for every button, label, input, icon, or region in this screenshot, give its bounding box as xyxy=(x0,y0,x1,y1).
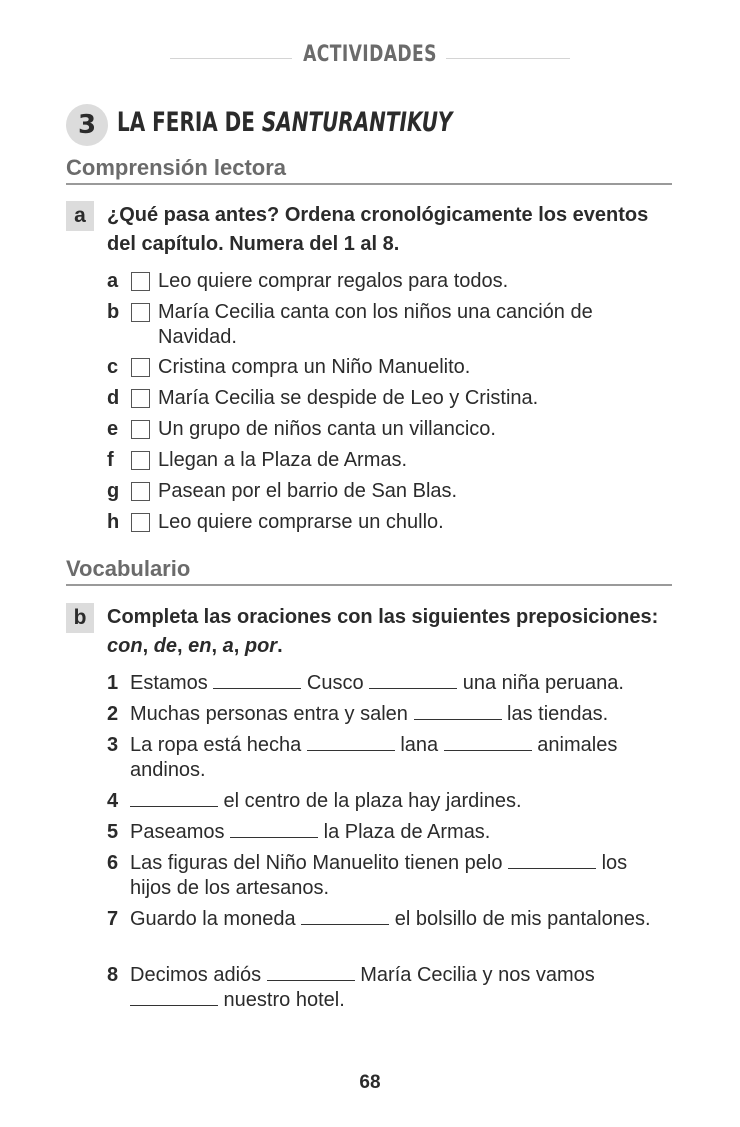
item-text-f: Llegan a la Plaza de Armas. xyxy=(158,449,408,471)
answer-blank[interactable] xyxy=(213,671,301,689)
sentence-fragment: los hijos de los artesanos. xyxy=(130,852,628,899)
sentence-number: 3 xyxy=(107,734,119,756)
preposition-word: a xyxy=(222,635,234,657)
sentence-number: 1 xyxy=(107,672,119,694)
sentence-number: 8 xyxy=(107,964,119,986)
sentence-fragment: el centro de la plaza hay jardines. xyxy=(218,790,522,812)
sentence-number: 2 xyxy=(107,703,119,725)
preposition-word: de xyxy=(153,635,178,657)
answer-blank[interactable] xyxy=(301,907,389,925)
answer-blank[interactable] xyxy=(508,851,596,869)
sentence-fragment: Paseamos xyxy=(130,821,231,843)
item-letter-a: a xyxy=(107,270,119,292)
sentence-number: 4 xyxy=(107,790,119,812)
exercise-b-instruction-text: Completa las oraciones con las siguientes preposiciones: xyxy=(107,606,659,628)
sentence-8 xyxy=(130,963,670,1013)
sentence-fragment: lana xyxy=(394,734,444,756)
item-text-c: Cristina compra un Niño Manuelito. xyxy=(158,356,471,378)
exercise-a-instruction: ¿Qué pasa antes? Ordena cronológicamente los eventos del capítulo. Numera del 1 al 8. xyxy=(107,204,649,255)
item-letter-e: e xyxy=(107,418,119,440)
sentence-fragment: Guardo la moneda xyxy=(130,908,302,930)
order-checkbox-c[interactable] xyxy=(131,358,150,377)
exercise-badge-b: b xyxy=(66,603,94,633)
section-heading-comprension: Comprensión lectora xyxy=(66,155,672,185)
sentence-2 xyxy=(130,702,670,727)
sentence-3 xyxy=(130,733,670,783)
sentence-fragment: nuestro hotel. xyxy=(218,989,345,1011)
sentence-fragment: la Plaza de Armas. xyxy=(318,821,491,843)
item-letter-g: g xyxy=(107,480,120,502)
item-text-e: Un grupo de niños canta un villancico. xyxy=(158,418,496,440)
punctuation: , xyxy=(177,635,189,657)
item-text-d: María Cecilia se despide de Leo y Cristina. xyxy=(158,387,539,409)
sentence-1 xyxy=(130,671,670,696)
exercise-b-instruction xyxy=(107,603,667,661)
sentence-fragment: Cusco xyxy=(301,672,370,694)
sentence-6 xyxy=(130,851,670,901)
sentence-fragment: animales andinos. xyxy=(130,734,618,781)
order-checkbox-d[interactable] xyxy=(131,389,150,408)
chapter-number: 3 xyxy=(66,104,108,146)
preposition-list xyxy=(107,635,283,657)
punctuation: . xyxy=(277,635,283,657)
sentence-fragment: La ropa está hecha xyxy=(130,734,307,756)
answer-blank[interactable] xyxy=(369,671,457,689)
answer-blank[interactable] xyxy=(130,988,218,1006)
item-letter-c: c xyxy=(107,356,119,378)
sentence-4 xyxy=(130,789,670,814)
punctuation: , xyxy=(211,635,223,657)
sentence-5 xyxy=(130,820,670,845)
answer-blank[interactable] xyxy=(307,733,395,751)
sentence-fragment: una niña peruana. xyxy=(457,672,624,694)
exercise-badge-a: a xyxy=(66,201,94,231)
sentence-fragment: el bolsillo de mis pantalones. xyxy=(389,908,651,930)
chapter-title-plain: LA FERIA DE xyxy=(117,107,262,138)
section-heading-vocabulario: Vocabulario xyxy=(66,556,672,586)
sentence-number: 7 xyxy=(107,908,119,930)
sentence-number: 5 xyxy=(107,821,119,843)
sentence-fragment: Estamos xyxy=(130,672,214,694)
preposition-word: con xyxy=(107,635,143,657)
sentence-fragment: María Cecilia y nos vamos xyxy=(354,964,595,986)
page-header xyxy=(0,40,740,70)
item-letter-b: b xyxy=(107,301,120,323)
answer-blank[interactable] xyxy=(230,820,318,838)
order-checkbox-g[interactable] xyxy=(131,482,150,501)
order-checkbox-b[interactable] xyxy=(131,303,150,322)
item-letter-d: d xyxy=(107,387,120,409)
answer-blank[interactable] xyxy=(414,702,502,720)
punctuation: , xyxy=(233,635,245,657)
sentence-fragment: Muchas personas entra y salen xyxy=(130,703,414,725)
order-checkbox-e[interactable] xyxy=(131,420,150,439)
order-checkbox-f[interactable] xyxy=(131,451,150,470)
answer-blank[interactable] xyxy=(130,789,218,807)
item-letter-h: h xyxy=(107,511,120,533)
sentence-number: 6 xyxy=(107,852,119,874)
sentence-7 xyxy=(130,907,670,932)
item-text-h: Leo quiere comprarse un chullo. xyxy=(158,511,444,533)
answer-blank[interactable] xyxy=(444,733,532,751)
punctuation: , xyxy=(142,635,154,657)
sentence-fragment: las tiendas. xyxy=(501,703,609,725)
preposition-word: en xyxy=(188,635,212,657)
sentence-fragment: Decimos adiós xyxy=(130,964,267,986)
header-rule-right xyxy=(446,58,570,59)
item-text-b: María Cecilia canta con los niños una canción de Navidad. xyxy=(158,301,593,348)
chapter-title xyxy=(117,107,452,138)
item-text-a: Leo quiere comprar regalos para todos. xyxy=(158,270,509,292)
page-number: 68 xyxy=(359,1072,381,1093)
item-letter-f: f xyxy=(107,449,114,471)
item-text-g: Pasean por el barrio de San Blas. xyxy=(158,480,458,502)
preposition-word: por xyxy=(244,635,278,657)
answer-blank[interactable] xyxy=(267,963,355,981)
sentence-fragment: Las figuras del Niño Manuelito tienen pelo xyxy=(130,852,509,874)
order-checkbox-a[interactable] xyxy=(131,272,150,291)
header-title: ACTIVIDADES xyxy=(303,42,437,67)
chapter-title-italic: SANTURANTIKUY xyxy=(261,107,453,138)
order-checkbox-h[interactable] xyxy=(131,513,150,532)
